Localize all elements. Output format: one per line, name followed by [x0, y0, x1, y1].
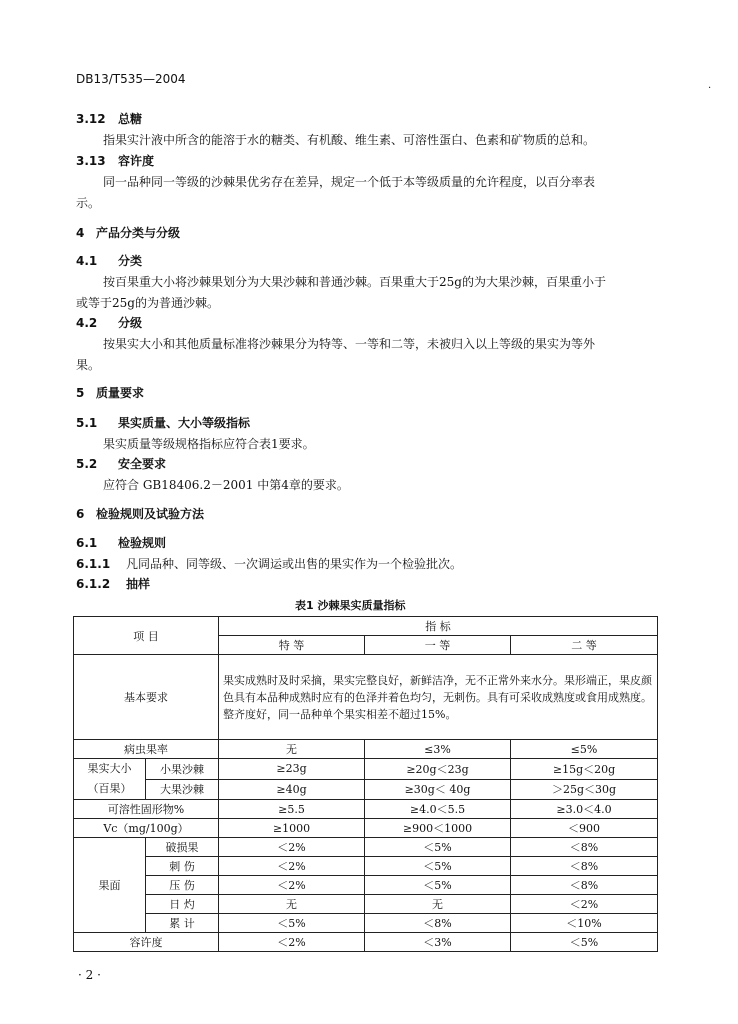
section-3-13-text-line1: 同一品种同一等级的沙棘果优劣存在差异，规定一个低于本等级质量的允许程度，以百分率表 [103, 175, 596, 189]
surface-row-v3: ＜2% [511, 895, 658, 914]
size-large-v2: ≥30g＜ 40g [365, 779, 511, 800]
section-4-2-heading: 4.2 分级 [76, 316, 143, 330]
table-row-size-small [74, 759, 658, 780]
section-4-heading: 4 产品分类与分级 [76, 226, 181, 240]
table-row-surface-2 [74, 876, 658, 895]
vc-label: Vc（mg/100g） [74, 819, 219, 838]
surface-row-v1: 无 [219, 895, 365, 914]
margin-mark: . [708, 80, 712, 91]
section-4-2-text-line1: 按果实大小和其他质量标准将沙棘果分为特等、一等和二等，未被归入以上等级的果实为等外 [103, 337, 596, 351]
table-row-surface-4 [74, 914, 658, 933]
quality-table [73, 616, 658, 952]
section-6-1-heading: 6.1 检验规则 [76, 536, 167, 550]
surface-row-v1: ＜2% [219, 857, 365, 876]
section-4-2-text-line2: 果。 [76, 358, 101, 372]
basic-label: 基本要求 [74, 655, 219, 740]
surface-row-v3: ＜10% [511, 914, 658, 933]
table-row-vc [74, 819, 658, 838]
surface-row-v2: 无 [365, 895, 511, 914]
section-3-13-text-line2: 示。 [76, 196, 101, 210]
pest-v3: ≤5% [511, 740, 658, 759]
table-row-surface-1 [74, 857, 658, 876]
section-5-1-heading: 5.1 果实质量、大小等级指标 [76, 416, 251, 430]
table-caption: 表1 沙棘果实质量指标 [295, 599, 406, 612]
surface-row-v3: ＜8% [511, 857, 658, 876]
section-6-heading: 6 检验规则及试验方法 [76, 507, 205, 521]
basic-text: 果实成熟时及时采摘，果实完整良好，新鲜洁净，无不正常外来水分。果形端正，果皮颜色具有本品种成熟时应有的色泽并着色均匀，无刺伤。具有可采收成熟度或食用成熟度。整齐度好，同一品种单个果实相差不超过15%。 [219, 655, 658, 740]
section-3-12-heading: 3.12 总糖 [76, 112, 143, 126]
surface-row-v2: ＜5% [365, 876, 511, 895]
pest-v1: 无 [219, 740, 365, 759]
page-number: · 2 · [78, 968, 101, 982]
surface-row-label: 日 灼 [146, 895, 219, 914]
section-5-2-text: 应符合 GB18406.2－2001 中第4章的要求。 [103, 478, 349, 492]
solids-label: 可溶性固形物% [74, 800, 219, 819]
surface-row-label: 刺 伤 [146, 857, 219, 876]
vc-v3: ＜900 [511, 819, 658, 838]
vc-v1: ≥1000 [219, 819, 365, 838]
size-large-label: 大果沙棘 [146, 779, 219, 800]
surface-row-v2: ＜5% [365, 857, 511, 876]
header-item: 项 目 [74, 617, 219, 655]
vc-v2: ≥900＜1000 [365, 819, 511, 838]
section-4-1-heading: 4.1 分类 [76, 254, 143, 268]
tolerance-v1: ＜2% [219, 933, 365, 952]
table-row-surface-3 [74, 895, 658, 914]
section-3-13-heading: 3.13 容许度 [76, 154, 155, 168]
tolerance-v2: ＜3% [365, 933, 511, 952]
surface-label: 果面 [74, 838, 146, 933]
solids-v2: ≥4.0＜5.5 [365, 800, 511, 819]
surface-row-label: 压 伤 [146, 876, 219, 895]
header-grade-second: 二 等 [511, 636, 658, 655]
header-grade-special: 特 等 [219, 636, 365, 655]
size-small-v3: ≥15g＜20g [511, 759, 658, 780]
section-5-1-text: 果实质量等级规格指标应符合表1要求。 [103, 437, 315, 451]
size-small-v1: ≥23g [219, 759, 365, 780]
section-5-2-heading: 5.2 安全要求 [76, 457, 167, 471]
surface-row-v1: ＜2% [219, 876, 365, 895]
size-large-v1: ≥40g [219, 779, 365, 800]
pest-label: 病虫果率 [74, 740, 219, 759]
section-4-1-text-line2: 或等于25g的为普通沙棘。 [76, 296, 219, 310]
solids-v3: ≥3.0＜4.0 [511, 800, 658, 819]
surface-row-v2: ＜8% [365, 914, 511, 933]
size-small-label: 小果沙棘 [146, 759, 219, 780]
solids-v1: ≥5.5 [219, 800, 365, 819]
table-row-basic [74, 655, 658, 740]
surface-row-v1: ＜2% [219, 838, 365, 857]
pest-v2: ≤3% [365, 740, 511, 759]
table-row-tolerance [74, 933, 658, 952]
document-code: DB13/T535—2004 [76, 72, 186, 86]
section-5-heading: 5 质量要求 [76, 386, 145, 400]
table-row-pest [74, 740, 658, 759]
surface-row-v3: ＜8% [511, 876, 658, 895]
section-6-1-1-item: 6.1.1 凡同品种、同等级、一次调运或出售的果实作为一个检验批次。 [76, 557, 463, 571]
size-large-v3: ＞25g＜30g [511, 779, 658, 800]
surface-row-v3: ＜8% [511, 838, 658, 857]
header-indicator: 指 标 [219, 617, 658, 636]
table-row-surface-0 [74, 838, 658, 857]
header-grade-first: 一 等 [365, 636, 511, 655]
section-6-1-2-heading: 6.1.2 抽样 [76, 577, 151, 591]
table-row-size-large [74, 779, 658, 800]
surface-row-label: 累 计 [146, 914, 219, 933]
section-4-1-text-line1: 按百果重大小将沙棘果划分为大果沙棘和普通沙棘。百果重大于25g的为大果沙棘，百果重小于 [103, 275, 606, 289]
tolerance-label: 容许度 [74, 933, 219, 952]
table-row-solids [74, 800, 658, 819]
size-small-v2: ≥20g＜23g [365, 759, 511, 780]
surface-row-label: 破损果 [146, 838, 219, 857]
surface-row-v2: ＜5% [365, 838, 511, 857]
size-label: 果实大小 （百果） [74, 759, 146, 800]
tolerance-v3: ＜5% [511, 933, 658, 952]
section-3-12-text: 指果实汁液中所含的能溶于水的糖类、有机酸、维生素、可溶性蛋白、色素和矿物质的总和。 [103, 133, 596, 147]
surface-row-v1: ＜5% [219, 914, 365, 933]
table-header-row [74, 617, 658, 636]
